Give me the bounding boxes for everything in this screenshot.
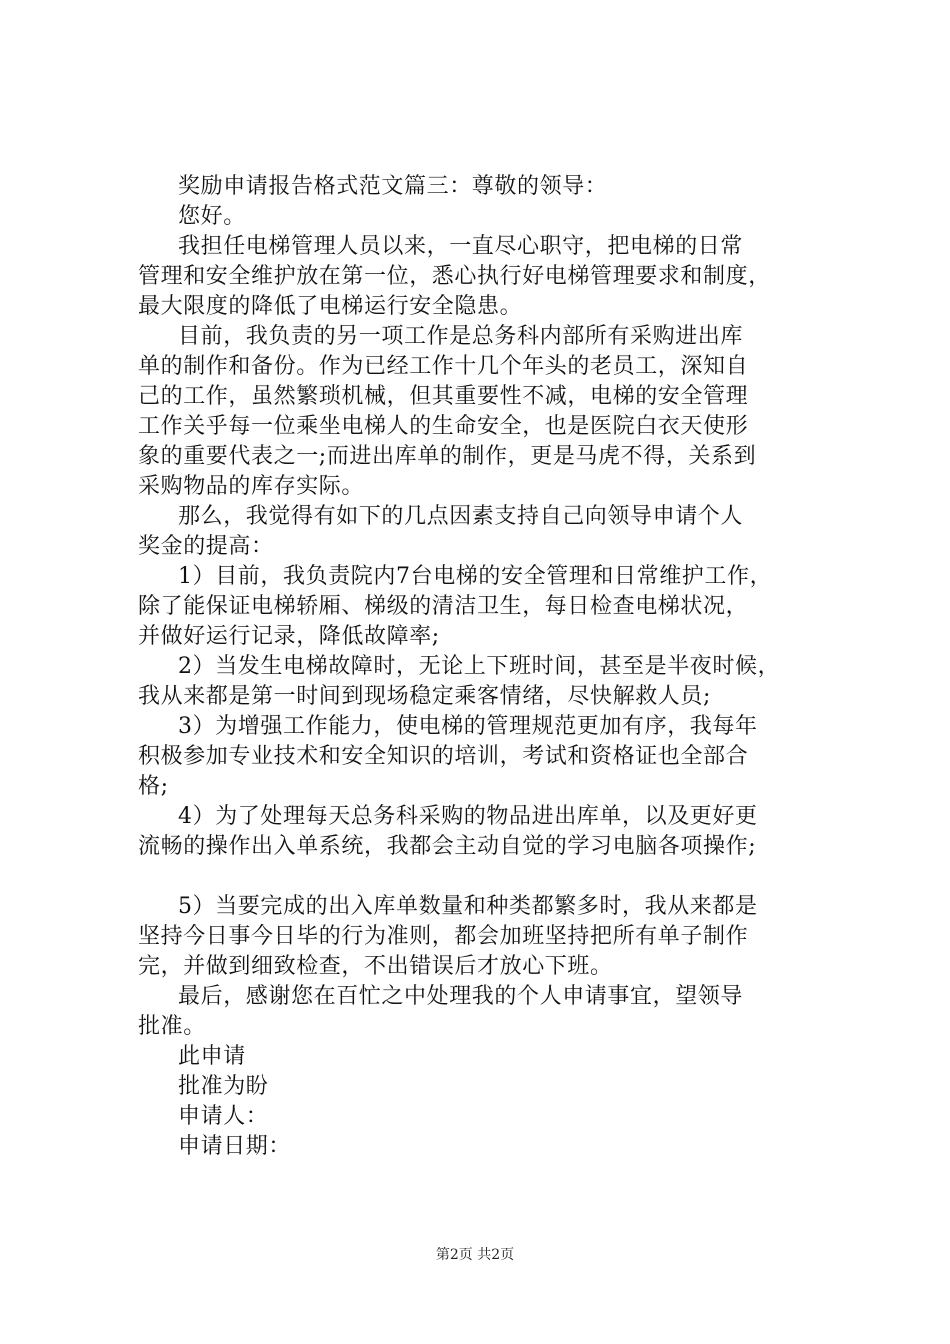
text-line: 并做好运行记录，降低故障率; xyxy=(138,624,440,649)
text-line: 奖励申请报告格式范文篇三：尊敬的领导： xyxy=(178,174,608,199)
text-line: 最后，感谢您在百忙之中处理我的个人申请事宜，望领导 xyxy=(178,984,744,1009)
text-line: 3）为增强工作能力，使电梯的管理规范更加有序，我每年 xyxy=(178,714,758,739)
text-line: 流畅的操作出入单系统，我都会主动自觉的学习电脑各项操作; xyxy=(138,834,757,859)
text-line: 申请日期： xyxy=(178,1134,292,1159)
page-number-footer: 第2页 共2页 xyxy=(435,1247,515,1263)
text-line: 我从来都是第一时间到现场稳定乘客情绪，尽快解救人员; xyxy=(138,684,712,709)
text-line: 2）当发生电梯故障时，无论上下班时间，甚至是半夜时候， xyxy=(178,654,781,679)
text-line: 申请人： xyxy=(178,1104,269,1129)
text-line: 奖金的提高： xyxy=(138,534,274,559)
text-line: 您好。 xyxy=(178,204,246,229)
document-body xyxy=(138,172,844,1162)
text-line: 完，并做到细致检查，不出错误后才放心下班。 xyxy=(138,954,613,979)
text-line: 象的重要代表之一;而进出库单的制作，更是马虎不得，关系到 xyxy=(138,444,757,469)
text-line: 积极参加专业技术和安全知识的培训，考试和资格证也全部合 xyxy=(138,744,749,769)
text-line: 单的制作和备份。作为已经工作十几个年头的老员工，深知自 xyxy=(138,354,749,379)
blank-line xyxy=(138,862,844,892)
text-line: 批准。 xyxy=(138,1014,206,1039)
text-line: 此申请 xyxy=(178,1044,246,1069)
text-line: 除了能保证电梯轿厢、梯级的清洁卫生，每日检查电梯状况， xyxy=(138,594,749,619)
text-line: 格; xyxy=(138,774,169,799)
text-line: 我担任电梯管理人员以来，一直尽心职守，把电梯的日常 xyxy=(178,234,744,259)
text-line: 坚持今日事今日毕的行为准则，都会加班坚持把所有单子制作 xyxy=(138,924,749,949)
text-line: 那么，我觉得有如下的几点因素支持自己向领导申请个人 xyxy=(178,504,744,529)
text-line: 最大限度的降低了电梯运行安全隐患。 xyxy=(138,294,523,319)
text-line: 4）为了处理每天总务科采购的物品进出库单，以及更好更 xyxy=(178,804,758,829)
text-line: 5）当要完成的出入库单数量和种类都繁多时，我从来都是 xyxy=(178,894,758,919)
text-line: 己的工作，虽然繁琐机械，但其重要性不减，电梯的安全管理 xyxy=(138,384,749,409)
text-line: 1）目前，我负责院内7台电梯的安全管理和日常维护工作， xyxy=(178,564,773,589)
text-line: 工作关乎每一位乘坐电梯人的生命安全，也是医院白衣天使形 xyxy=(138,414,749,439)
text-line: 批准为盼 xyxy=(178,1074,269,1099)
text-line: 采购物品的库存实际。 xyxy=(138,474,365,499)
text-line: 目前，我负责的另一项工作是总务科内部所有采购进出库 xyxy=(178,324,744,349)
text-line: 管理和安全维护放在第一位，悉心执行好电梯管理要求和制度， xyxy=(138,264,771,289)
